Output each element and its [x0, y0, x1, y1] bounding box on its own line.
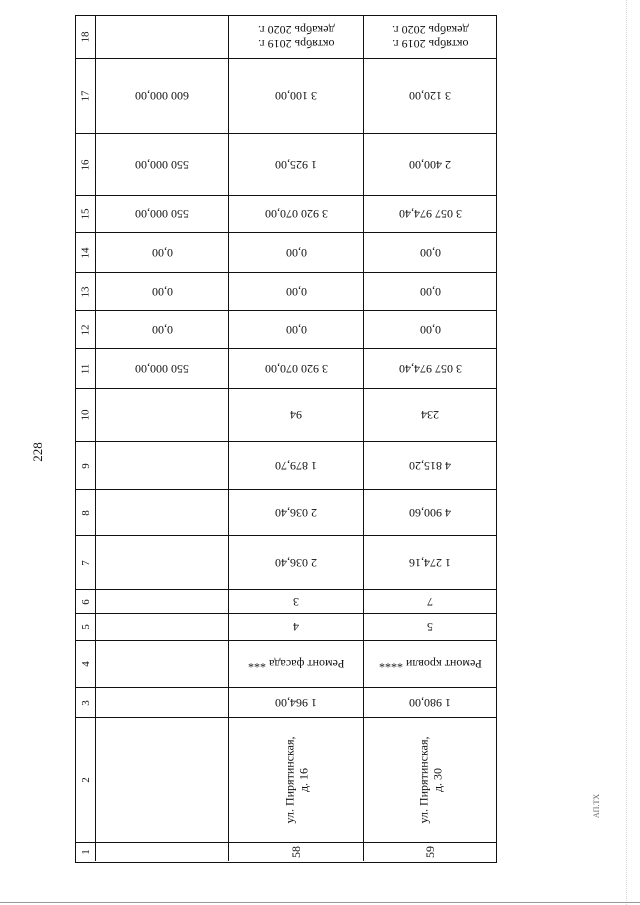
column-number-cell: 3 — [76, 688, 96, 717]
column-number-cell: 9 — [76, 442, 96, 489]
table-cell: 0,00 — [96, 233, 229, 272]
column-number-cell: 5 — [76, 614, 96, 640]
table-cell: 1 925,00 — [229, 134, 364, 195]
table-cell: 0,00 — [96, 311, 229, 348]
column-number-cell: 13 — [76, 273, 96, 310]
table-cell: 1 274,16 — [409, 555, 451, 570]
table-cell: 94 — [229, 389, 364, 441]
table-cell: октябрь 2019 г. декабрь 2020 г. — [229, 16, 364, 58]
table-row — [76, 59, 496, 134]
table-row — [76, 389, 496, 442]
table-row — [76, 16, 496, 59]
bottom-edge-line — [0, 902, 640, 903]
table-row — [76, 233, 496, 273]
table-cell: 1 980,00 — [409, 695, 451, 710]
table-cell: 58 — [229, 843, 364, 861]
table-row — [76, 134, 496, 196]
column-number-cell: 11 — [76, 349, 96, 388]
margin-dotted-line — [626, 0, 627, 905]
table-cell: 0,00 — [96, 273, 229, 310]
table-row — [76, 641, 496, 688]
column-number-cell: 4 — [76, 641, 96, 687]
table-cell: 550 000,00 — [96, 134, 229, 195]
table-row — [76, 273, 496, 311]
table-cell: 0,00 — [229, 273, 364, 310]
table-cell — [96, 718, 229, 842]
table-cell: 2 400,00 — [409, 157, 451, 172]
table-cell: 3 057 974,40 — [398, 361, 462, 376]
table-cell — [96, 389, 229, 441]
table-cell: 1 964,00 — [229, 688, 364, 717]
table-cell — [96, 442, 229, 489]
table-row — [76, 614, 496, 641]
table-cell: 3 — [229, 590, 364, 613]
table-cell: 3 120,00 — [409, 89, 451, 103]
table-cell: 3 100,00 — [229, 59, 364, 133]
column-number-cell: 17 — [76, 59, 96, 133]
table-cell: 550 000,00 — [96, 196, 229, 232]
table-cell — [96, 641, 229, 687]
table-cell: 3 057 974,40 — [398, 207, 462, 221]
table-cell: 0,00 — [419, 245, 441, 260]
table-row — [76, 490, 496, 536]
table-row — [76, 590, 496, 614]
table-cell: 4 — [229, 614, 364, 640]
column-number-cell: 1 — [76, 843, 96, 861]
column-number-cell: 16 — [76, 134, 96, 195]
page-number: 228 — [30, 442, 45, 462]
table-cell: 59 — [423, 846, 437, 858]
table-cell: Ремонт фасада *** — [229, 641, 364, 687]
table-cell: 1 879,70 — [229, 442, 364, 489]
column-number-cell: 2 — [76, 718, 96, 842]
table-cell: 4 815,20 — [409, 458, 451, 473]
table-row — [76, 349, 496, 389]
table-cell: 600 000,00 — [96, 59, 229, 133]
data-table — [75, 15, 497, 863]
column-number-cell: 10 — [76, 389, 96, 441]
table-cell — [96, 614, 229, 640]
footer-note: АП.ТХ — [591, 793, 601, 819]
table-cell: 2 036,40 — [229, 536, 364, 589]
column-number-cell: 8 — [76, 490, 96, 535]
table-row — [76, 843, 496, 861]
table-cell: 0,00 — [419, 284, 441, 299]
table-cell: октябрь 2019 г. декабрь 2020 г. — [391, 23, 469, 51]
table-cell: Ремонт кровли **** — [378, 657, 482, 671]
table-cell: 2 036,40 — [229, 490, 364, 535]
column-number-cell: 14 — [76, 233, 96, 272]
table-cell — [96, 490, 229, 535]
table-row — [76, 688, 496, 718]
table-cell: 0,00 — [229, 233, 364, 272]
table-cell: 550 000,00 — [96, 349, 229, 388]
table-cell — [96, 843, 229, 861]
table-row — [76, 311, 496, 349]
table-cell: 0,00 — [419, 322, 441, 337]
column-number-cell: 7 — [76, 536, 96, 589]
table-cell: 3 920 070,00 — [229, 349, 364, 388]
table-cell: 234 — [421, 408, 439, 422]
table-cell — [96, 16, 229, 58]
table-cell — [96, 536, 229, 589]
column-number-cell: 12 — [76, 311, 96, 348]
table-cell: 5 — [427, 620, 433, 634]
table-cell — [96, 688, 229, 717]
column-number-cell: 6 — [76, 590, 96, 613]
column-number-cell: 15 — [76, 196, 96, 232]
table-cell: 7 — [427, 594, 433, 609]
table-row — [76, 442, 496, 490]
table-row — [76, 196, 496, 233]
table-cell: 0,00 — [229, 311, 364, 348]
table-row — [76, 718, 496, 843]
column-number-cell: 18 — [76, 16, 96, 58]
table-cell — [96, 590, 229, 613]
table-cell: ул. Пирятинская, д. 16 — [229, 718, 364, 842]
table-cell: ул. Пирятинская, д. 30 — [415, 736, 444, 824]
table-cell: 4 900,60 — [409, 505, 451, 520]
table-cell: 3 920 070,00 — [229, 196, 364, 232]
table-row — [76, 536, 496, 590]
